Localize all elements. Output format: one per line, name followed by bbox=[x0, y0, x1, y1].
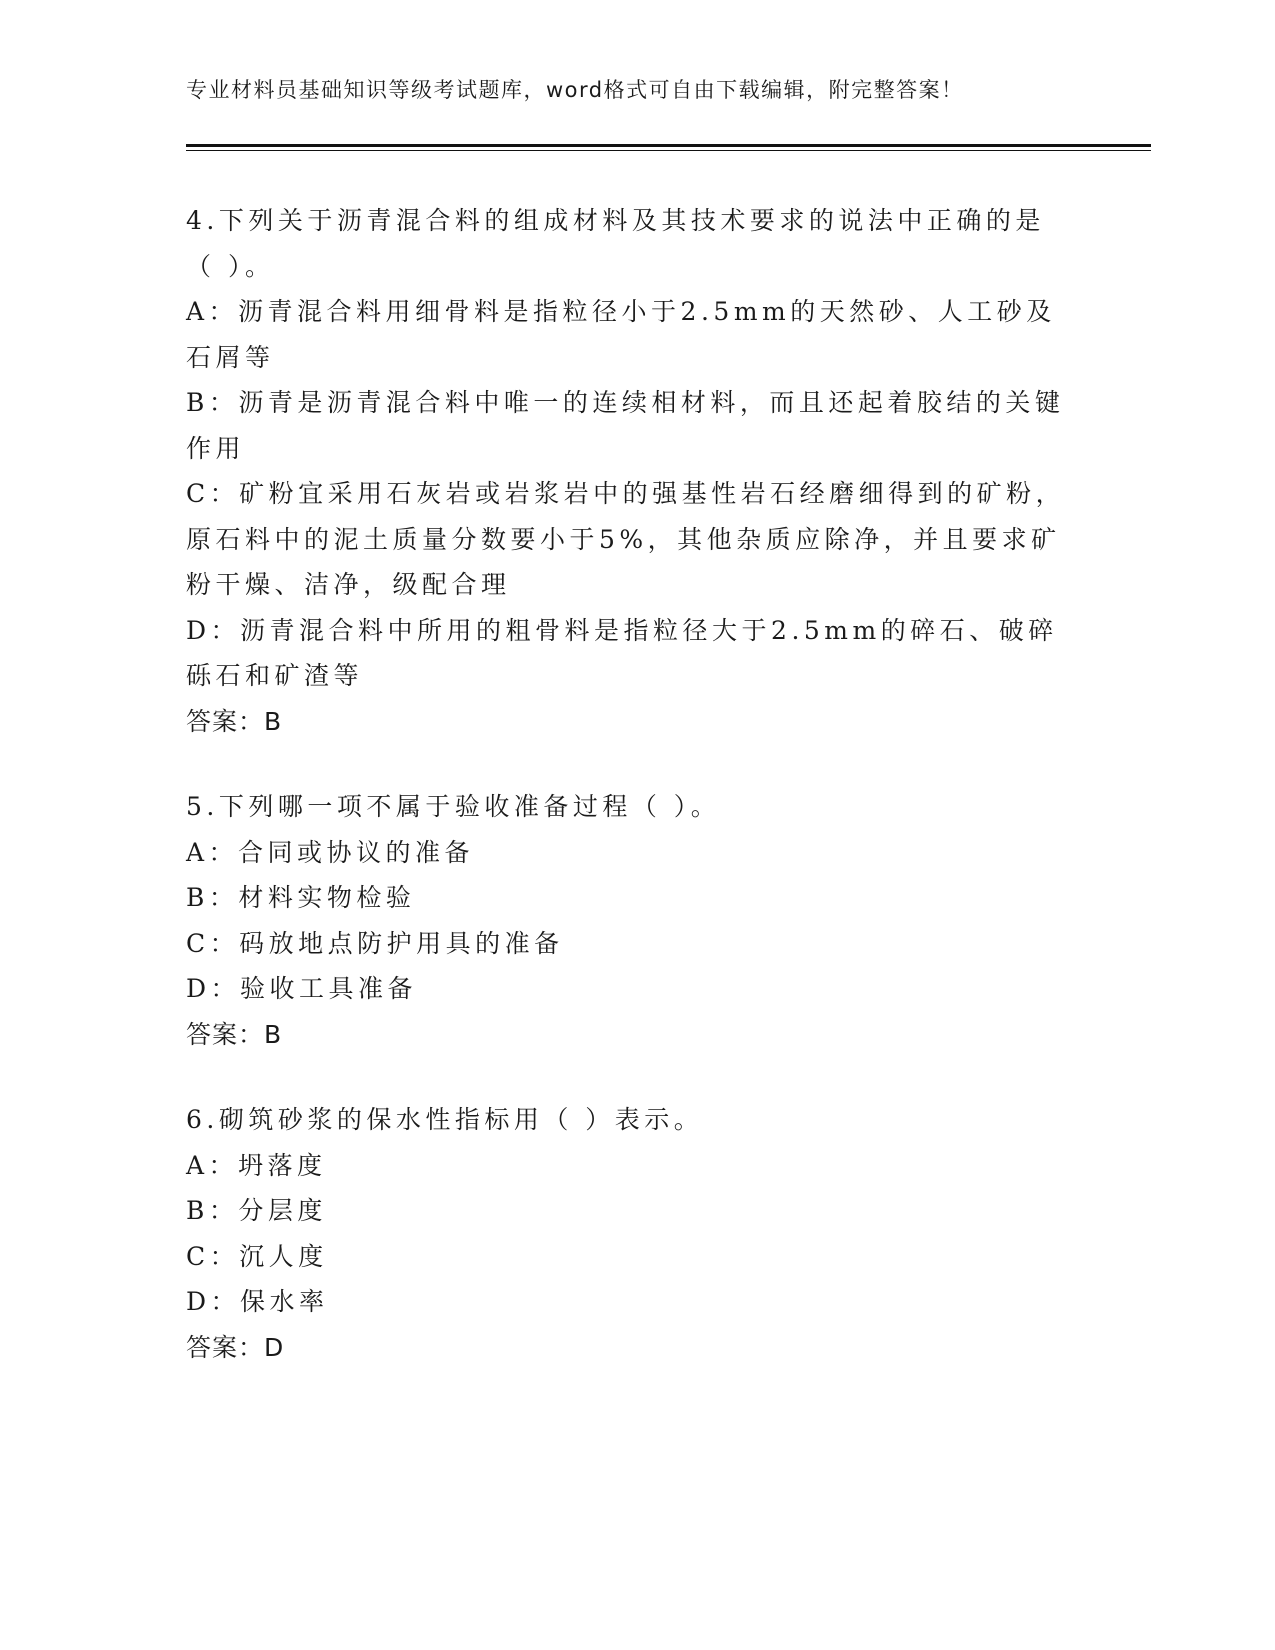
option-c: C：矿粉宜采用石灰岩或岩浆岩中的强基性岩石经磨细得到的矿粉，原石料中的泥土质量分数要小于5%，其他杂质应除净，并且要求矿粉干燥、洁净，级配合理 bbox=[186, 479, 1066, 599]
option-b: B：分层度 bbox=[186, 1196, 327, 1225]
option-d: D：保水率 bbox=[186, 1287, 329, 1316]
question-4 bbox=[186, 198, 1066, 744]
option-c: C：码放地点防护用具的准备 bbox=[186, 928, 564, 958]
answer-label: 答案：B bbox=[186, 1019, 283, 1049]
option-b: B：沥青是沥青混合料中唯一的连续相材料，而且还起着胶结的关键作用 bbox=[186, 388, 1065, 463]
header-rule-thick bbox=[186, 144, 1151, 147]
answer-label: 答案：D bbox=[186, 1332, 285, 1362]
header-rule-thin bbox=[186, 150, 1151, 151]
option-b: B：材料实物检验 bbox=[186, 883, 416, 912]
page-header: 专业材料员基础知识等级考试题库，word格式可自由下载编辑，附完整答案！ bbox=[186, 78, 964, 102]
question-stem: 6.砌筑砂浆的保水性指标用（ ）表示。 bbox=[186, 1105, 704, 1134]
option-a: A：沥青混合料用细骨料是指粒径小于2.5mm的天然砂、人工砂及石屑等 bbox=[186, 297, 1056, 372]
question-6 bbox=[186, 1097, 1066, 1370]
question-stem: 5.下列哪一项不属于验收准备过程（ ）。 bbox=[186, 792, 721, 821]
option-d: D：验收工具准备 bbox=[186, 974, 418, 1003]
option-d: D：沥青混合料中所用的粗骨料是指粒径大于2.5mm的碎石、破碎砾石和矿渣等 bbox=[186, 615, 1058, 690]
question-5 bbox=[186, 784, 1066, 1057]
option-c: C：沉人度 bbox=[186, 1241, 328, 1271]
option-a: A：合同或协议的准备 bbox=[186, 837, 475, 867]
answer-label: 答案：B bbox=[186, 706, 283, 736]
question-stem: 4.下列关于沥青混合料的组成材料及其技术要求的说法中正确的是（ ）。 bbox=[186, 206, 1045, 281]
question-list bbox=[186, 198, 1066, 1410]
option-a: A：坍落度 bbox=[186, 1150, 327, 1180]
